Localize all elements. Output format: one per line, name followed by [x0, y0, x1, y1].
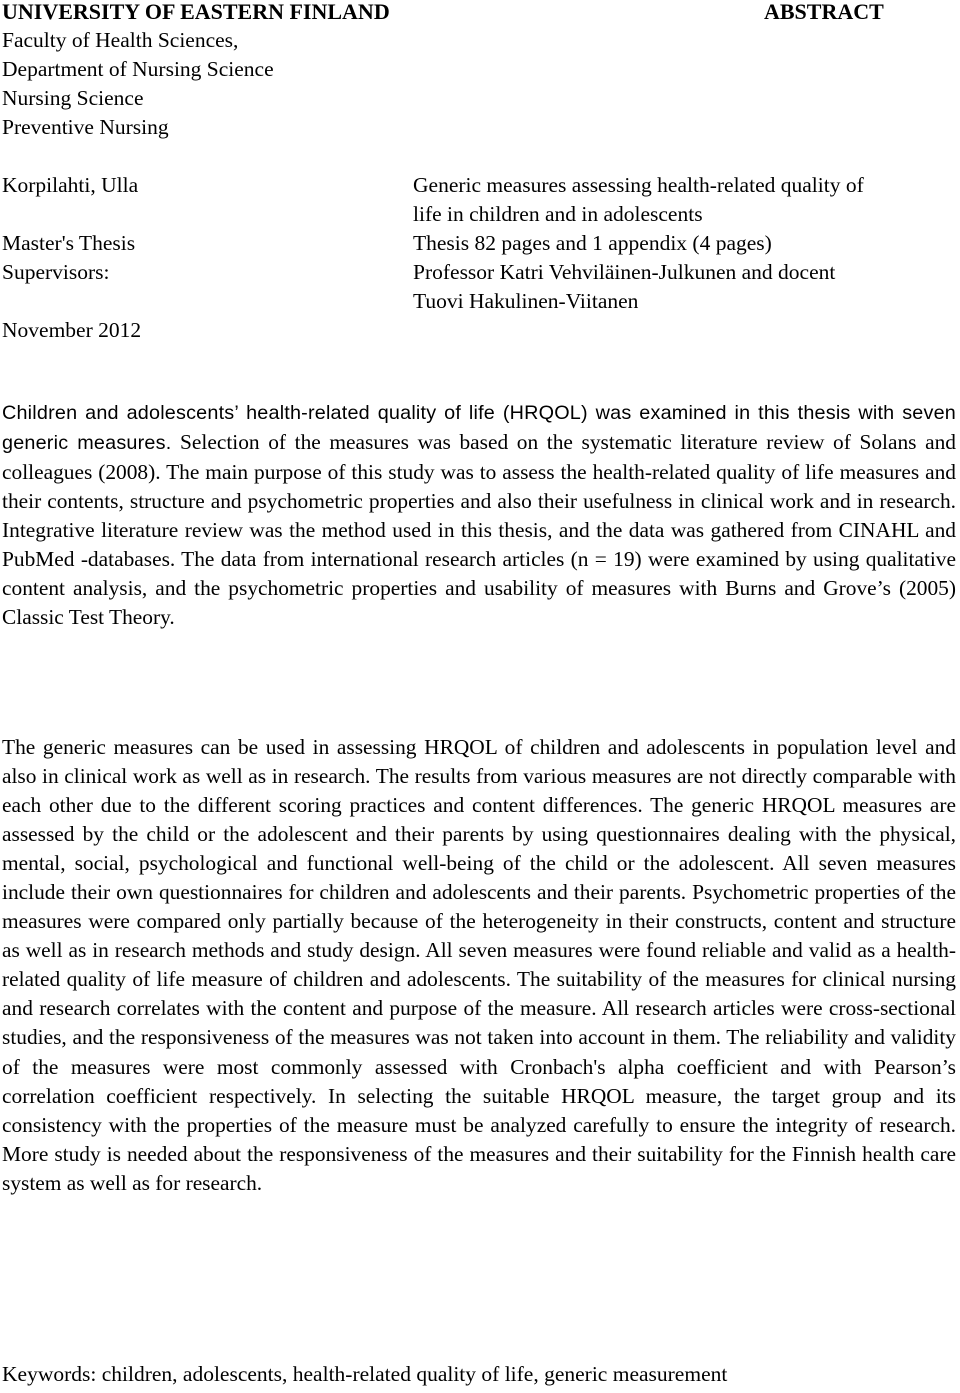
thesis-label: Master's Thesis: [2, 231, 136, 255]
subject-name: Nursing Science: [2, 86, 144, 110]
abstract-paragraph-1: [2, 398, 956, 632]
thesis-title-line-2: life in children and in adolescents: [413, 202, 703, 226]
keywords: Keywords: children, adolescents, health-related quality of life, generic measurement: [2, 1362, 728, 1386]
abstract-paragraph-2: The generic measures can be used in assessing HRQOL of children and adolescents in population level and also in clinical work as well as in research. The results from various measures are not directly comparable with each other due to the different scoring practices and content differences. The generic HRQOL measures are assessed by the child or the adolescent and their parents by using questionnaires dealing with the physical, mental, social, psychological and functional well-being of the child or the adolescent. All seven measures include their own questionnaires for children and adolescents and their parents. Psychometric properties of the measures were compared only partially because of the heterogeneity in their constructs, content and structure as well as in research methods and study design. All seven measures were found reliable and valid as a health-related quality of life measure of children and adolescents. The suitability of the measures for clinical nursing and research correlates with the content and purpose of the measure. All research articles were cross-sectional studies, and the responsiveness of the measures was not taken into account in them. The reliability and validity of the measures were most commonly assessed with Cronbach's alpha coefficient and with Pearson’s correlation coefficient respectively. In selecting the suitable HRQOL measure, the target group and its consistency with the properties of the measure must be analyzed carefully to ensure the integrity of research. More study is needed about the responsiveness of the measures and their suitability for the Finnish health care system as well as for research.: [2, 735, 956, 1195]
supervisors-line-1: Professor Katri Vehviläinen-Julkunen and docent: [413, 260, 836, 284]
thesis-title-line-1: Generic measures assessing health-related quality of: [413, 173, 864, 197]
university-name: UNIVERSITY OF EASTERN FINLAND: [2, 0, 390, 24]
supervisors-line-2: Tuovi Hakulinen-Viitanen: [413, 289, 639, 313]
abstract-heading: ABSTRACT: [764, 0, 884, 24]
specialty-name: Preventive Nursing: [2, 115, 169, 139]
supervisors-label: Supervisors:: [2, 260, 110, 284]
thesis-date: November 2012: [2, 318, 142, 342]
thesis-pages: Thesis 82 pages and 1 appendix (4 pages): [413, 231, 772, 255]
paragraph-1-lead: Children and adolescents’ health-related quality of life (HRQOL) was examined in this thesis with seven generic measures.: [2, 402, 956, 455]
faculty-name: Faculty of Health Sciences,: [2, 28, 239, 52]
department-name: Department of Nursing Science: [2, 57, 274, 81]
paragraph-1-body: Selection of the measures was based on the systematic literature review of Solans and colleagues (2008). The main purpose of this study was to assess the health-related quality of life measures and their contents, structure and psychometric properties and also their usefulness in clinical work and in research. Integrative literature review was the method used in this thesis, and the data was gathered from CINAHL and PubMed -databases. The data from international research articles (n = 19) were examined by using qualitative content analysis, and the psychometric properties and usability of measures with Burns and Grove’s (2005) Classic Test Theory.: [2, 430, 956, 630]
author-name: Korpilahti, Ulla: [2, 173, 139, 197]
